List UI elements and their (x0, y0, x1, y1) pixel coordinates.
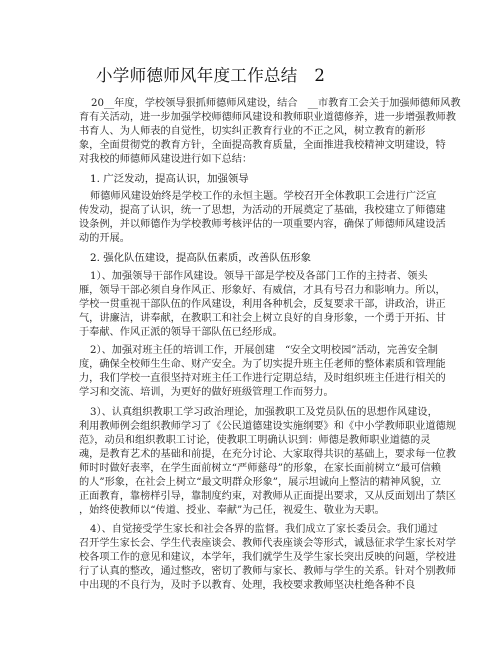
text-line: 召开学生家长会、学生代表座谈会、教师代表座谈会等形式，诚恳征求学生家长对学 (79, 538, 456, 549)
text-line: 范》，动员和组织教职工讨论，使教职工明确认识到：师德是教师职业道德的灵 (79, 435, 431, 446)
text-line: 雁，领导干部必须自身作风正、形象好、有威信，才具有号召力和影响力。所以， (79, 285, 446, 296)
text-line: 动的开展。 (79, 233, 130, 244)
text-line: 传发动，提高了认识，统一了思想，为活动的开展奠定了基础，我校建立了师德建 (79, 205, 446, 216)
document-title: 小学师德师风年度工作总结 2 (96, 66, 326, 85)
text-line: 气，讲廉洁，讲奉献，在教职工和社会上树立良好的自身形象，一个勇于开拓、甘 (79, 313, 446, 324)
text-line: 中出现的不良行为，及时予以教育、处理，我校要求教师坚决杜绝各种不良 (79, 580, 416, 591)
text-line: 育有关活动，进一步加强学校师德师风建设和教师职业道德修养，进一步增强教师教 (79, 112, 456, 123)
text-line: 对我校的师德师风建设进行如下总结： (79, 154, 253, 165)
text-line: 学校一贯重视干部队伍的作风建设，利用各种机会，反复要求干部，讲政治，讲正 (79, 299, 446, 310)
text-line: 利用教师例会组织教师学习了《公民道德建设实施纲要》和《中小学教师职业道德规 (79, 421, 456, 432)
text-line: 20__年度，学校领导狠抓师德师风建设，结合 __市教育工会关于加强师德师风教 (91, 98, 461, 109)
text-line: 3）、认真组织教职工学习政治理论，加强教职工及党员队伍的思想作风建设， (90, 407, 438, 418)
text-line: 1）、加强领导干部作风建设。领导干部是学校及各部门工作的主持者、领头 (90, 271, 428, 282)
text-line: 4）、自觉接受学生家长和社会各界的监督。我们成立了家长委员会。我们通过 (90, 524, 438, 535)
text-line: 师时时做好表率，在学生面前树立“严师慈母”的形象，在家长面前树立“最可信赖 (79, 463, 441, 474)
text-line: 行了认真的整改，通过整改，密切了教师与家长、教师与学生的关系。针对个别教师 (79, 566, 456, 577)
text-line: 师德师风建设始终是学校工作的永恒主题。学校召开全体教职工会进行广泛宣 (90, 191, 437, 202)
text-line: ，始终使教师以“传道、授业、奉献”为己任，视爱生、敬业为天职。 (79, 505, 385, 516)
text-line: 2）、加强对班主任的培训工作，开展创建 “安全文明校园”活动，完善安全制 (90, 345, 438, 356)
text-line: 正面教育，靠榜样引导，靠制度约束，对教师从正面提出要求，又从反面划出了禁区 (79, 491, 456, 502)
text-line: 设条例，并以师德作为学校教师考核评估的一项重要内容，确保了师德师风建设活 (79, 219, 446, 230)
section-heading: 1. 广泛发动，提高认识，加强领导 (90, 173, 249, 185)
text-line: 力，我们学校一直很坚持对班主任工作进行定期总结，及时组织班主任进行相关的 (79, 373, 446, 384)
text-line: 于奉献、作风正派的领导干部队伍已经形成。 (79, 327, 283, 338)
text-line: 象，全面贯彻党的教育方针，全面提高教育质量，全面推进我校精神文明建设，特 (79, 140, 446, 151)
text-line: 学习和交流、培训，为更好的做好班级管理工作而努力。 (79, 387, 334, 398)
text-line: 校各项工作的意见和建议，本学年，我们就学生及学生家长突出反映的问题，学校进 (79, 552, 456, 563)
text-line: 度，确保全校师生生命、财产安全。为了切实提升班主任老师的整体素质和管理能 (79, 359, 446, 370)
text-line: 魂，是教育艺术的基础和前提，在充分讨论、大家取得共识的基础上，要求每一位教 (79, 449, 456, 460)
text-line: 的人”形象，在社会上树立“最文明群众形象”，展示坦诚向上整洁的精神风貌，立 (79, 477, 441, 488)
section-heading: 2. 强化队伍建设，提高队伍素质，改善队伍形象 (90, 252, 312, 264)
text-line: 书育人、为人师表的自觉性，切实纠正教育行业的不正之风，树立教育的新形 (79, 126, 426, 137)
